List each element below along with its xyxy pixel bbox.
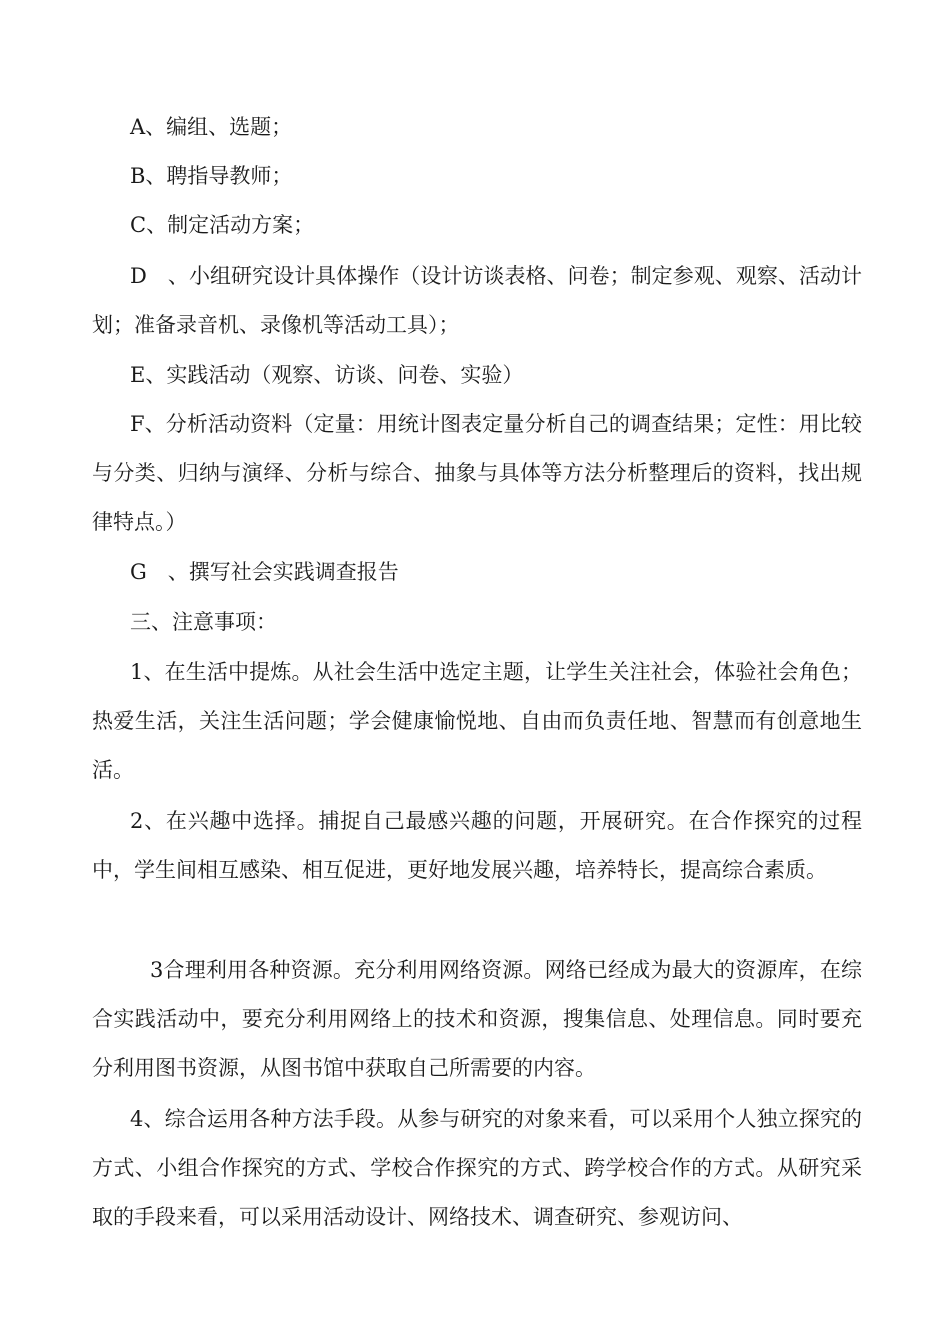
- step-f: F、分析活动资料（定量：用统计图表定量分析自己的调查结果；定性：用比较与分类、归纳与演绎、分析与综合、抽象与具体等方法分析整理后的资料，找出规律特点。）: [92, 412, 862, 534]
- step-e: E、实践活动（观察、访谈、问卷、实验）: [130, 363, 524, 387]
- note-2: 2、在兴趣中选择。捕捉自己最感兴趣的问题，开展研究。在合作探究的过程中，学生间相互感染、相互促进，更好地发展兴趣，培养特长，提高综合素质。: [92, 809, 862, 882]
- note-1: 1、在生活中提炼。从社会生活中选定主题，让学生关注社会，体验社会角色；热爱生活，关注生活问题；学会健康愉悦地、自由而负责任地、智慧而有创意地生活。: [92, 660, 862, 782]
- step-g: G 、撰写社会实践调查报告: [130, 560, 399, 584]
- step-d: D 、小组研究设计具体操作（设计访谈表格、问卷；制定参观、观察、活动计划；准备录音机、录像机等活动工具）；: [92, 264, 862, 337]
- step-c: C、制定活动方案；: [130, 213, 315, 237]
- step-b: B、聘指导教师；: [130, 164, 293, 188]
- section-heading: 三、注意事项：: [130, 610, 277, 634]
- step-a: A、编组、选题；: [130, 115, 293, 139]
- note-4: 4、综合运用各种方法手段。从参与研究的对象来看，可以采用个人独立探究的方式、小组合作探究的方式、学校合作探究的方式、跨学校合作的方式。从研究采取的手段来看，可以采用活动设计、网络技术、调查研究、参观访问、: [92, 1107, 862, 1229]
- note-3: 3合理利用各种资源。充分利用网络资源。网络已经成为最大的资源库，在综合实践活动中，要充分利用网络上的技术和资源，搜集信息、处理信息。同时要充分利用图书资源，从图书馆中获取自己所需要的内容。: [92, 958, 862, 1080]
